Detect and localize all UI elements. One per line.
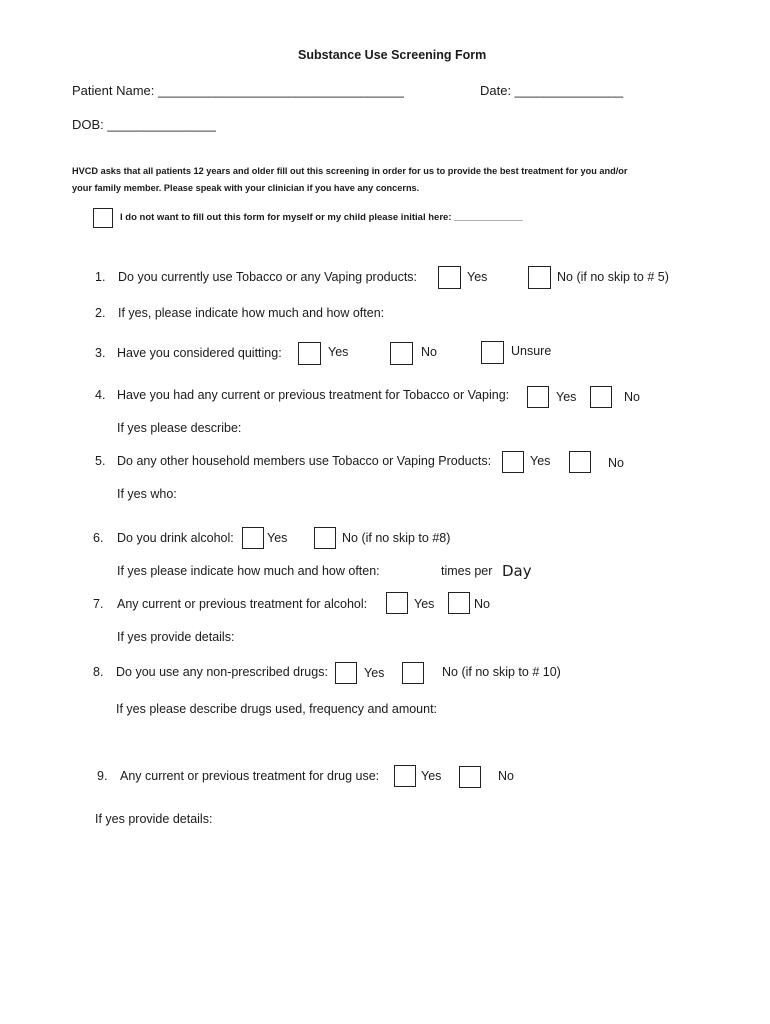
q7-sub-prompt: If yes provide details: [117,630,235,644]
q5-text: Do any other household members use Tobacco or Vaping Products: [117,454,492,468]
q4-no-label: No [624,390,640,404]
intro-text-line1: HVCD asks that all patients 12 years and older fill out this screening in order for us to provide the best treatment for you and/or [72,166,628,176]
q1-text: Do you currently use Tobacco or any Vaping products: [118,270,418,284]
patient-name-field[interactable]: Patient Name: __________________________________ [72,83,404,98]
q8-no-checkbox[interactable] [402,662,424,684]
q3-no-checkbox[interactable] [390,342,413,365]
q4-number: 4. [95,388,106,402]
q3-unsure-label: Unsure [511,344,552,358]
q1-yes-label: Yes [467,270,488,284]
q6-no-checkbox[interactable] [314,527,336,549]
dob-field[interactable]: DOB: _______________ [72,117,216,132]
q6-no-label: No (if no skip to #8) [342,531,451,545]
q3-no-label: No [421,345,437,359]
q1-number: 1. [95,270,106,284]
q5-yes-label: Yes [530,454,551,468]
q3-unsure-checkbox[interactable] [481,341,504,364]
q9-yes-checkbox[interactable] [394,765,416,787]
q6-frequency-answer[interactable]: Day [502,562,532,580]
q3-text: Have you considered quitting: [117,346,282,360]
date-field[interactable]: Date: _______________ [480,83,624,98]
q2-text: If yes, please indicate how much and how often: [118,306,385,320]
page-title: Substance Use Screening Form [298,48,487,62]
q8-yes-checkbox[interactable] [335,662,357,684]
q9-number: 9. [97,769,108,783]
q7-text: Any current or previous treatment for alcohol: [117,597,368,611]
q4-text: Have you had any current or previous treatment for Tobacco or Vaping: [117,388,510,402]
q9-no-label: No [498,769,514,783]
q6-number: 6. [93,531,104,545]
q9-sub-prompt: If yes provide details: [95,812,213,826]
q7-yes-label: Yes [414,597,435,611]
q6-yes-checkbox[interactable] [242,527,264,549]
q8-no-label: No (if no skip to # 10) [442,665,561,679]
q8-yes-label: Yes [364,666,385,680]
q7-number: 7. [93,597,104,611]
q6-text: Do you drink alcohol: [117,531,234,545]
q3-yes-label: Yes [328,345,349,359]
q5-number: 5. [95,454,106,468]
q1-yes-checkbox[interactable] [438,266,461,289]
q7-yes-checkbox[interactable] [386,592,408,614]
q7-no-label: No [474,597,490,611]
q8-number: 8. [93,665,104,679]
q6-sub-prompt: If yes please indicate how much and how often: [117,564,380,578]
q9-no-checkbox[interactable] [459,766,481,788]
q4-yes-label: Yes [556,390,577,404]
q3-yes-checkbox[interactable] [298,342,321,365]
q4-no-checkbox[interactable] [590,386,612,408]
q6-yes-label: Yes [267,531,288,545]
q9-yes-label: Yes [421,769,442,783]
q2-number: 2. [95,306,106,320]
q3-number: 3. [95,346,106,360]
q1-no-checkbox[interactable] [528,266,551,289]
q5-sub-prompt: If yes who: [117,487,177,501]
opt-out-checkbox[interactable] [93,208,113,228]
opt-out-text: I do not want to fill out this form for myself or my child please initial here: _____________ [120,212,523,223]
q5-yes-checkbox[interactable] [502,451,524,473]
intro-text-line2: your family member. Please speak with your clinician if you have any concerns. [72,183,420,193]
q8-text: Do you use any non-prescribed drugs: [116,665,328,679]
q5-no-label: No [608,456,624,470]
q5-no-checkbox[interactable] [569,451,591,473]
q1-no-label: No (if no skip to # 5) [557,270,669,284]
q4-sub-prompt: If yes please describe: [117,421,242,435]
q4-yes-checkbox[interactable] [527,386,549,408]
q9-text: Any current or previous treatment for drug use: [120,769,380,783]
q7-no-checkbox[interactable] [448,592,470,614]
q6-times-per-label: times per [441,564,493,578]
q8-sub-prompt: If yes please describe drugs used, frequency and amount: [116,702,438,716]
